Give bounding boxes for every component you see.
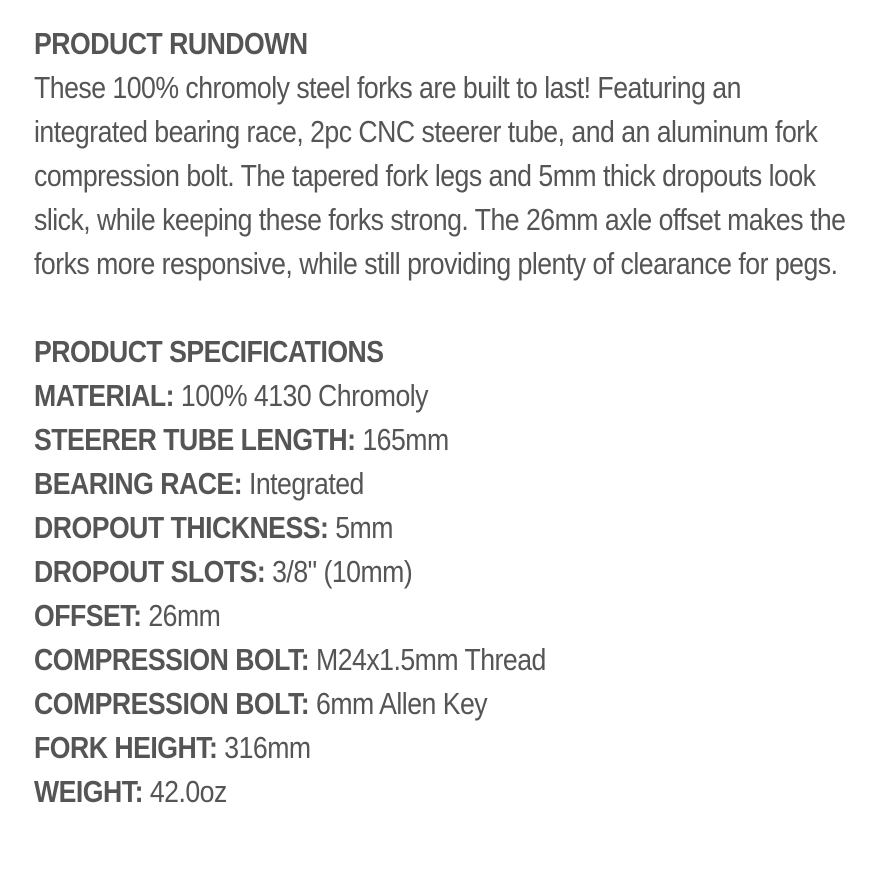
spec-row-fork-height — [34, 726, 748, 770]
spec-value: Integrated — [248, 466, 364, 501]
specifications-heading: PRODUCT SPECIFICATIONS — [34, 334, 384, 369]
spec-value: 100% 4130 Chromoly — [180, 378, 428, 413]
section-spacer — [34, 286, 864, 330]
spec-row-offset — [34, 594, 748, 638]
spec-label: STEERER TUBE LENGTH: — [34, 422, 356, 457]
spec-value: 6mm Allen Key — [316, 686, 488, 721]
spec-label: OFFSET: — [34, 598, 142, 633]
product-specifications-section — [34, 330, 864, 814]
spec-label: FORK HEIGHT: — [34, 730, 218, 765]
rundown-heading: PRODUCT RUNDOWN — [34, 26, 308, 61]
spec-label: COMPRESSION BOLT: — [34, 642, 310, 677]
spec-row-dropout-slots — [34, 550, 748, 594]
spec-row-compression-bolt-key — [34, 682, 748, 726]
spec-label: COMPRESSION BOLT: — [34, 686, 310, 721]
spec-row-bearing-race — [34, 462, 748, 506]
spec-label: BEARING RACE: — [34, 466, 243, 501]
spec-label: DROPOUT THICKNESS: — [34, 510, 329, 545]
spec-label: DROPOUT SLOTS: — [34, 554, 266, 589]
spec-row-steerer-tube-length — [34, 418, 748, 462]
spec-value: 5mm — [335, 510, 393, 545]
spec-row-dropout-thickness — [34, 506, 748, 550]
spec-value: M24x1.5mm Thread — [316, 642, 546, 677]
spec-value: 42.0oz — [149, 774, 227, 809]
spec-row-compression-bolt-thread — [34, 638, 748, 682]
spec-label: MATERIAL: — [34, 378, 174, 413]
spec-row-material — [34, 374, 748, 418]
rundown-paragraph: These 100% chromoly steel forks are built to last! Featuring an integrated bearing race, 2pc CNC steerer tube, and an aluminum fork compression bolt. The tapered fork legs and 5mm thick dropouts look slick, while keeping these forks strong. The 26mm axle offset makes the forks more responsive, while still providing plenty of clearance for pegs. — [34, 70, 846, 281]
product-rundown-section — [34, 22, 864, 286]
spec-value: 3/8" (10mm) — [272, 554, 413, 589]
spec-label: WEIGHT: — [34, 774, 143, 809]
spec-list — [34, 374, 864, 814]
spec-value: 165mm — [362, 422, 449, 457]
spec-row-weight — [34, 770, 748, 814]
product-description — [34, 22, 864, 814]
spec-value: 316mm — [224, 730, 311, 765]
spec-value: 26mm — [148, 598, 221, 633]
